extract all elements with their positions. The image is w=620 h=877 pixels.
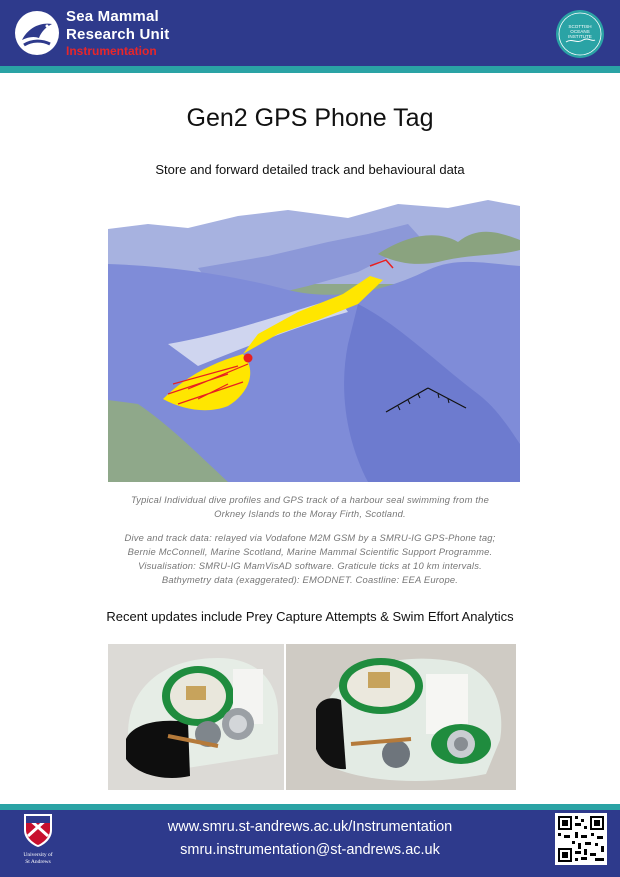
- credit-line1: Dive and track data: relayed via Vodafone M2M GSM by a SMRU-IG GPS-Phone tag;: [124, 532, 496, 543]
- university-name-line1: University of: [23, 852, 53, 858]
- tag-photo-right: [286, 644, 516, 790]
- page-subtitle: Store and forward detailed track and behavioural data: [155, 162, 465, 177]
- qr-code-icon[interactable]: [555, 813, 607, 865]
- credit-line4: Bathymetry data (exaggerated): EMODNET. Coastline: EEA Europe.: [161, 574, 459, 585]
- university-name-line2: St Andrews: [25, 859, 51, 865]
- org-name-line3: Instrumentation: [66, 44, 157, 58]
- credit-line3: Visualisation: SMRU-IG MamVisAD software. Graticule ticks at 10 km intervals.: [138, 560, 482, 571]
- soi-text-3: INSTITUTE: [568, 34, 592, 39]
- org-name-line2: Research Unit: [66, 26, 170, 43]
- bathymetry-track-map: [108, 194, 520, 482]
- org-name-line1: Sea Mammal: [66, 8, 159, 25]
- credit-line2: Bernie McConnell, Marine Scotland, Marine Mammal Scientific Support Programme.: [127, 546, 493, 557]
- tag-photo-left: [108, 644, 284, 790]
- soi-text-1: SCOTTISH: [568, 24, 592, 29]
- header-stripe: [0, 66, 620, 73]
- website-link[interactable]: www.smru.st-andrews.ac.uk/Instrumentation: [167, 819, 453, 835]
- map-caption-line1: Typical Individual dive profiles and GPS track of a harbour seal swimming from the: [130, 494, 490, 505]
- email-link[interactable]: smru.instrumentation@st-andrews.ac.uk: [180, 842, 440, 858]
- soi-text-2: OCEANS: [570, 29, 590, 34]
- university-crest-icon: [22, 812, 54, 848]
- updates-text: Recent updates include Prey Capture Attempts & Swim Effort Analytics: [106, 609, 514, 624]
- page-title: Gen2 GPS Phone Tag: [186, 104, 434, 132]
- map-caption-line2: Orkney Islands to the Moray Firth, Scotland.: [214, 508, 406, 519]
- seal-logo-icon: [14, 10, 60, 56]
